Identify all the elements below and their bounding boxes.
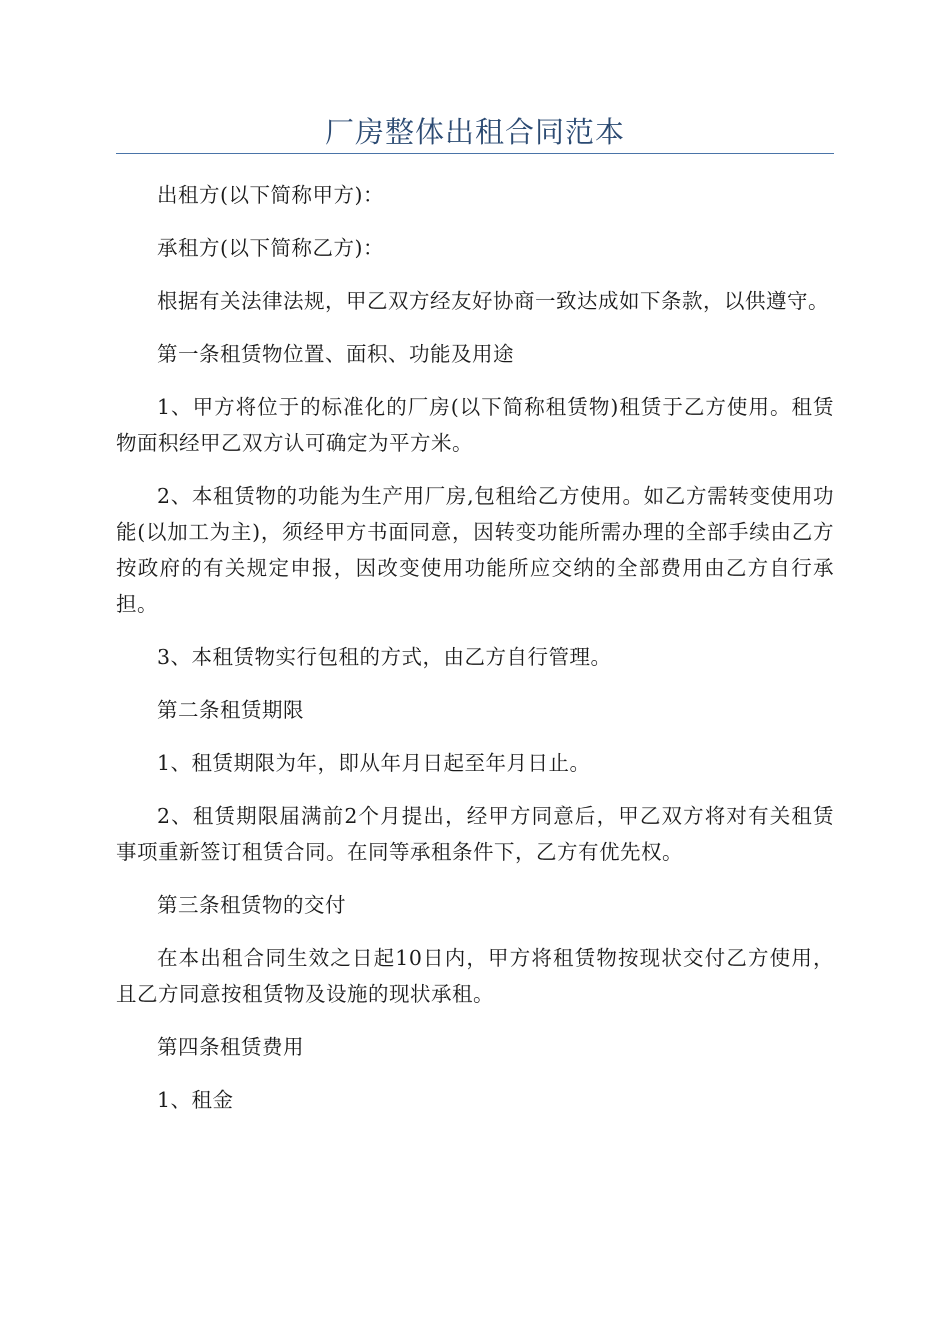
paragraph-article-2-item-2: 2、租赁期限届满前2个月提出，经甲方同意后，甲乙双方将对有关租赁事项重新签订租赁合同。在同等承租条件下，乙方有优先权。 [116,804,834,864]
section-heading-article-3: 第三条租赁物的交付 [157,893,346,917]
title-underline [116,153,834,154]
document-title: 厂房整体出租合同范本 [324,115,625,149]
paragraph-article-4-item-1: 1、租金 [157,1088,234,1112]
section-heading-article-1: 第一条租赁物位置、面积、功能及用途 [157,342,514,366]
paragraph-article-1-item-1: 1、甲方将位于的标准化的厂房(以下简称租赁物)租赁于乙方使用。租赁物面积经甲乙双方认可确定为平方米。 [116,395,834,455]
document-body [116,177,834,1135]
paragraph-article-1-item-2: 2、本租赁物的功能为生产用厂房,包租给乙方使用。如乙方需转变使用功能(以加工为主)，须经甲方书面同意，因转变功能所需办理的全部手续由乙方按政府的有关规定申报，因改变使用功能所应交纳的全部费用由乙方自行承担。 [116,484,834,616]
paragraph-article-2-item-1: 1、租赁期限为年，即从年月日起至年月日止。 [157,751,591,775]
paragraph-article-1-item-3: 3、本租赁物实行包租的方式，由乙方自行管理。 [157,645,612,669]
section-heading-article-2: 第二条租赁期限 [157,698,304,722]
paragraph-lessee: 承租方(以下简称乙方)： [157,236,384,260]
section-heading-article-4: 第四条租赁费用 [157,1035,304,1059]
paragraph-lessor: 出租方(以下简称甲方)： [157,183,384,207]
paragraph-preamble: 根据有关法律法规，甲乙双方经友好协商一致达成如下条款，以供遵守。 [157,289,829,313]
paragraph-article-3-body: 在本出租合同生效之日起10日内，甲方将租赁物按现状交付乙方使用，且乙方同意按租赁物及设施的现状承租。 [116,946,834,1006]
